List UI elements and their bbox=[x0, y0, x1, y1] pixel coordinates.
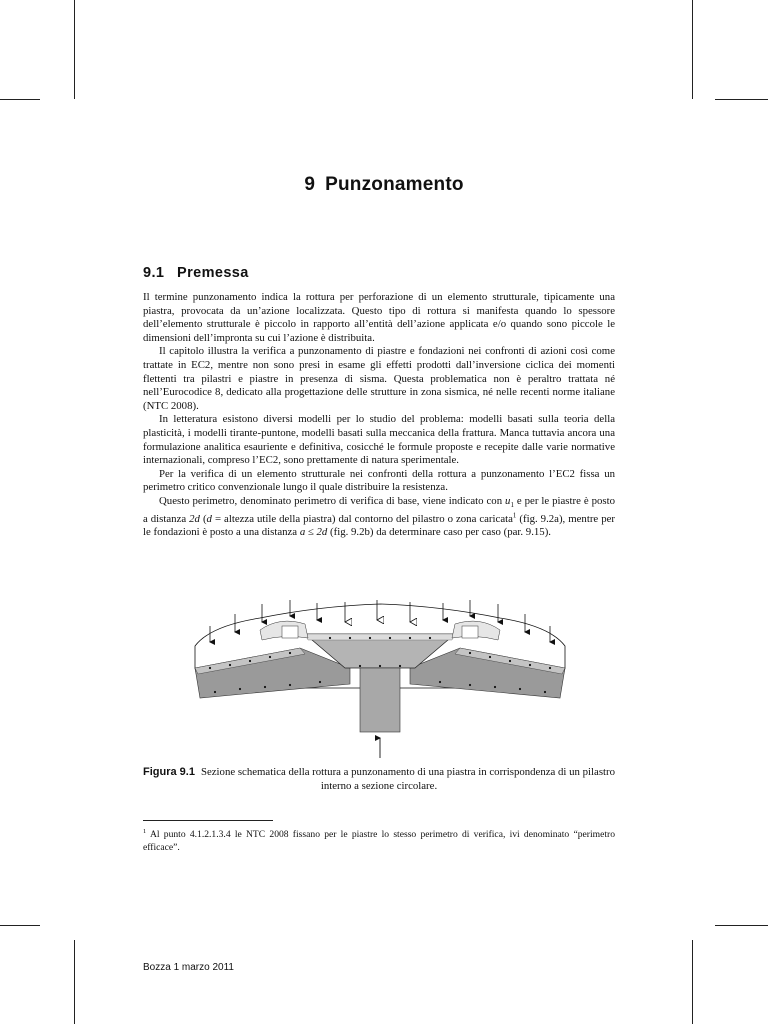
math-u: u bbox=[505, 494, 511, 507]
punching-shear-figure bbox=[190, 598, 570, 760]
crop-mark bbox=[692, 940, 693, 1024]
chapter-title-text: Punzonamento bbox=[325, 174, 464, 195]
body-text bbox=[143, 291, 615, 540]
page-footer: Bozza 1 marzo 2011 bbox=[143, 962, 234, 973]
crop-mark bbox=[74, 940, 75, 1024]
math-subscript: 1 bbox=[510, 501, 514, 510]
paragraph: Questo perimetro, denominato perimetro di verifica di base, viene indicato con $u_1$ e per le piastre è posto a distanza 2d (d = altezza utile della piastra) dal contorno del pilastro o zona caricata$^1$ (fig. 9.2a), mentre per le fondazioni è posto a una distanza a ≤ 2d (fig. 9.2b) da determinare caso per caso (par. 9.15). bbox=[143, 494, 615, 539]
paragraph: Per la verifica di un elemento strutturale nei confronti della rottura a punzonamento l’EC2 fissa un perimetro critico convenzionale lungo il quale distribuire la resistenza. bbox=[143, 467, 615, 494]
crop-mark bbox=[74, 0, 75, 99]
figure-label: Figura 9.1 bbox=[143, 766, 195, 778]
crop-mark bbox=[0, 99, 40, 100]
crop-mark bbox=[692, 0, 693, 99]
paragraph: Il capitolo illustra la verifica a punzonamento di piastre e fondazioni nei confronti di azioni così come trattate in EC2, mentre non sono presi in esame gli effetti prodotti dall’inversione ciclica dei momenti flettenti tra pilastri e piastre in presenza di sisma. Questa problematica non è peraltro trattata né nell’Eurocodice 8, dedicato alla progettazione delle strutture in zona sismica, né nelle recenti norme italiane (NTC 2008). bbox=[143, 345, 615, 412]
crop-mark bbox=[0, 925, 40, 926]
figure-caption-text: Sezione schematica della rottura a punzonamento di una piastra in corrispondenza di un pilastro interno a sezione circolare. bbox=[200, 766, 616, 792]
section-title bbox=[143, 265, 249, 281]
paragraph: In letteratura esistono diversi modelli per lo studio del problema: modelli basati sulla teoria della plasticità, i modelli tirante-puntone, modelli basati sulla meccanica della frattura. Manca tuttavia ancora una formulazione analitica esauriente e definitiva, cosicché le formule proposte e recepite dalle varie normative internazionali, compreso l’EC2, sono prettamente di natura sperimentale. bbox=[143, 413, 615, 467]
footnote-divider bbox=[143, 820, 273, 821]
math-2d: 2d bbox=[189, 512, 200, 525]
footnote bbox=[143, 826, 615, 854]
paragraph: Il termine punzonamento indica la rottura per perforazione di un elemento strutturale, tipicamente una piastra, provocata da un’azione localizzata. Questo tipo di rottura si manifesta quando lo spessore dell’elemento strutturale è piccolo in rapporto all’entità dell’azione applicata e/o quando sono piccole le dimensioni dell’impronta su cui l’azione è distribuita. bbox=[143, 291, 615, 344]
crop-mark bbox=[715, 925, 768, 926]
chapter-title bbox=[0, 174, 768, 196]
footnote-text: Al punto 4.1.2.1.3.4 le NTC 2008 fissano per le piastre lo stesso perimetro di verifica, ivi denominato “perimetro efficace”. bbox=[143, 829, 615, 853]
math-d: d bbox=[206, 512, 212, 525]
math-a-le-2d: a ≤ 2d bbox=[299, 526, 328, 539]
figure-caption bbox=[143, 766, 615, 793]
column bbox=[360, 668, 400, 732]
section-number: 9.1 bbox=[143, 265, 165, 281]
footnote-ref[interactable]: 1 bbox=[512, 511, 517, 520]
footnote-number: 1 bbox=[143, 828, 147, 835]
crop-mark bbox=[715, 99, 768, 100]
chapter-number: 9 bbox=[304, 174, 316, 195]
section-title-text: Premessa bbox=[177, 265, 249, 281]
